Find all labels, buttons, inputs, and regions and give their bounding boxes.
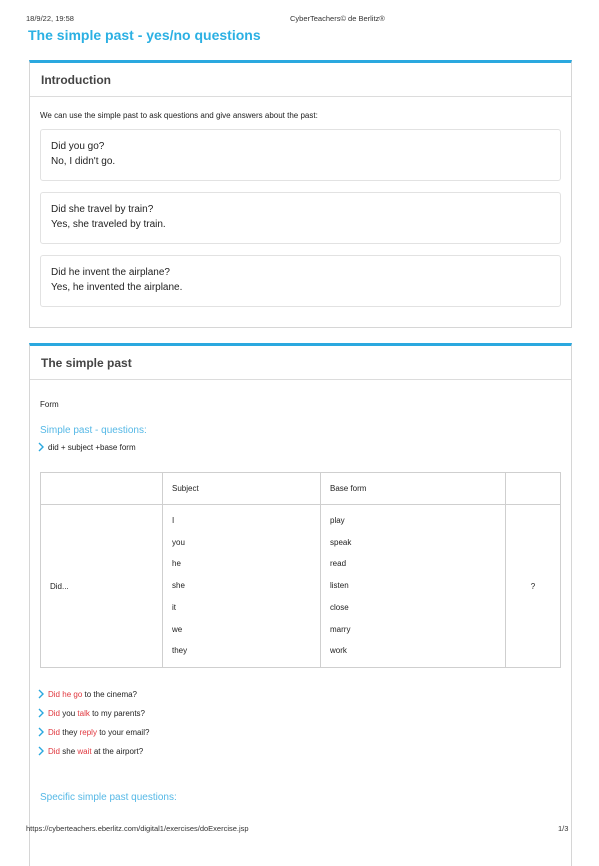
subject-item: we (172, 624, 183, 634)
specific-questions-label: Specific simple past questions: (40, 792, 177, 803)
subject-item: you (172, 537, 185, 547)
chevron-right-icon (37, 727, 45, 737)
form-rule: did + subject +base form (48, 443, 136, 452)
table-header-base-form: Base form (321, 473, 506, 505)
subject-word: you (62, 709, 76, 718)
example-sentence (48, 690, 137, 699)
example-question: Did he invent the airplane? (51, 267, 170, 278)
example-question: Did you go? (51, 141, 105, 152)
base-form-item: work (330, 646, 347, 656)
base-form-item: close (330, 602, 349, 612)
sentence-rest: to the cinema? (84, 690, 138, 699)
base-form-item: play (330, 515, 345, 525)
table-header-cell (506, 473, 561, 505)
sentence-rest: to your email? (99, 728, 150, 737)
print-datetime: 18/9/22, 19:58 (26, 14, 74, 23)
chevron-right-icon (37, 746, 45, 756)
sentence-rest: to my parents? (92, 709, 145, 718)
subject-item: it (172, 602, 176, 612)
verb-word: reply (79, 728, 97, 737)
example-answer: Yes, he invented the airplane. (51, 282, 183, 293)
chevron-right-icon (37, 442, 45, 452)
subject-word: she (62, 747, 76, 756)
subject-item: he (172, 559, 181, 569)
print-page-number: 1/3 (558, 824, 569, 833)
example-box (40, 192, 561, 244)
verb-word: go (73, 690, 83, 699)
example-box (40, 255, 561, 307)
subject-item: they (172, 646, 188, 656)
did-word: Did (48, 728, 61, 737)
example-sentence (48, 728, 149, 737)
print-site-title: CyberTeachers© de Berlitz® (290, 14, 385, 23)
example-sentence (48, 747, 143, 756)
table-row (41, 505, 561, 668)
questions-label: Simple past - questions: (40, 425, 147, 436)
example-question: Did she travel by train? (51, 204, 154, 215)
subject-item: I (172, 515, 175, 525)
verb-word: wait (77, 747, 92, 756)
base-form-item: marry (330, 624, 351, 634)
table-cell-question-mark: ? (506, 505, 561, 668)
example-sentence (48, 709, 145, 718)
subject-word: he (62, 690, 72, 699)
verb-word: talk (77, 709, 90, 718)
table-cell-base-forms (321, 505, 506, 668)
example-answer: Yes, she traveled by train. (51, 219, 166, 230)
table-header-row (41, 473, 561, 505)
subject-word: they (62, 728, 78, 737)
introduction-text: We can use the simple past to ask questions and give answers about the past: (40, 111, 318, 120)
base-form-item: listen (330, 581, 349, 591)
example-answer: No, I didn't go. (51, 156, 116, 167)
chevron-right-icon (37, 708, 45, 718)
simple-past-panel (29, 343, 572, 866)
table-header-cell (41, 473, 163, 505)
simple-past-heading: The simple past (30, 346, 571, 380)
form-label: Form (40, 400, 59, 409)
table-cell-subjects (163, 505, 321, 668)
sentence-rest: at the airport? (93, 747, 144, 756)
table-cell-did: Did... (41, 505, 163, 668)
subject-item: she (172, 581, 185, 591)
table-header-subject: Subject (163, 473, 321, 505)
base-form-item: speak (330, 537, 352, 547)
did-word: Did (48, 690, 61, 699)
did-word: Did (48, 747, 61, 756)
did-word: Did (48, 709, 61, 718)
conjugation-table (40, 472, 561, 668)
example-box (40, 129, 561, 181)
base-form-item: read (330, 559, 347, 569)
introduction-heading: Introduction (30, 63, 571, 97)
chevron-right-icon (37, 689, 45, 699)
introduction-panel (29, 60, 572, 328)
page-title: The simple past - yes/no questions (28, 27, 261, 43)
print-footer-url: https://cyberteachers.eberlitz.com/digital1/exercises/doExercise.jsp (26, 824, 249, 833)
